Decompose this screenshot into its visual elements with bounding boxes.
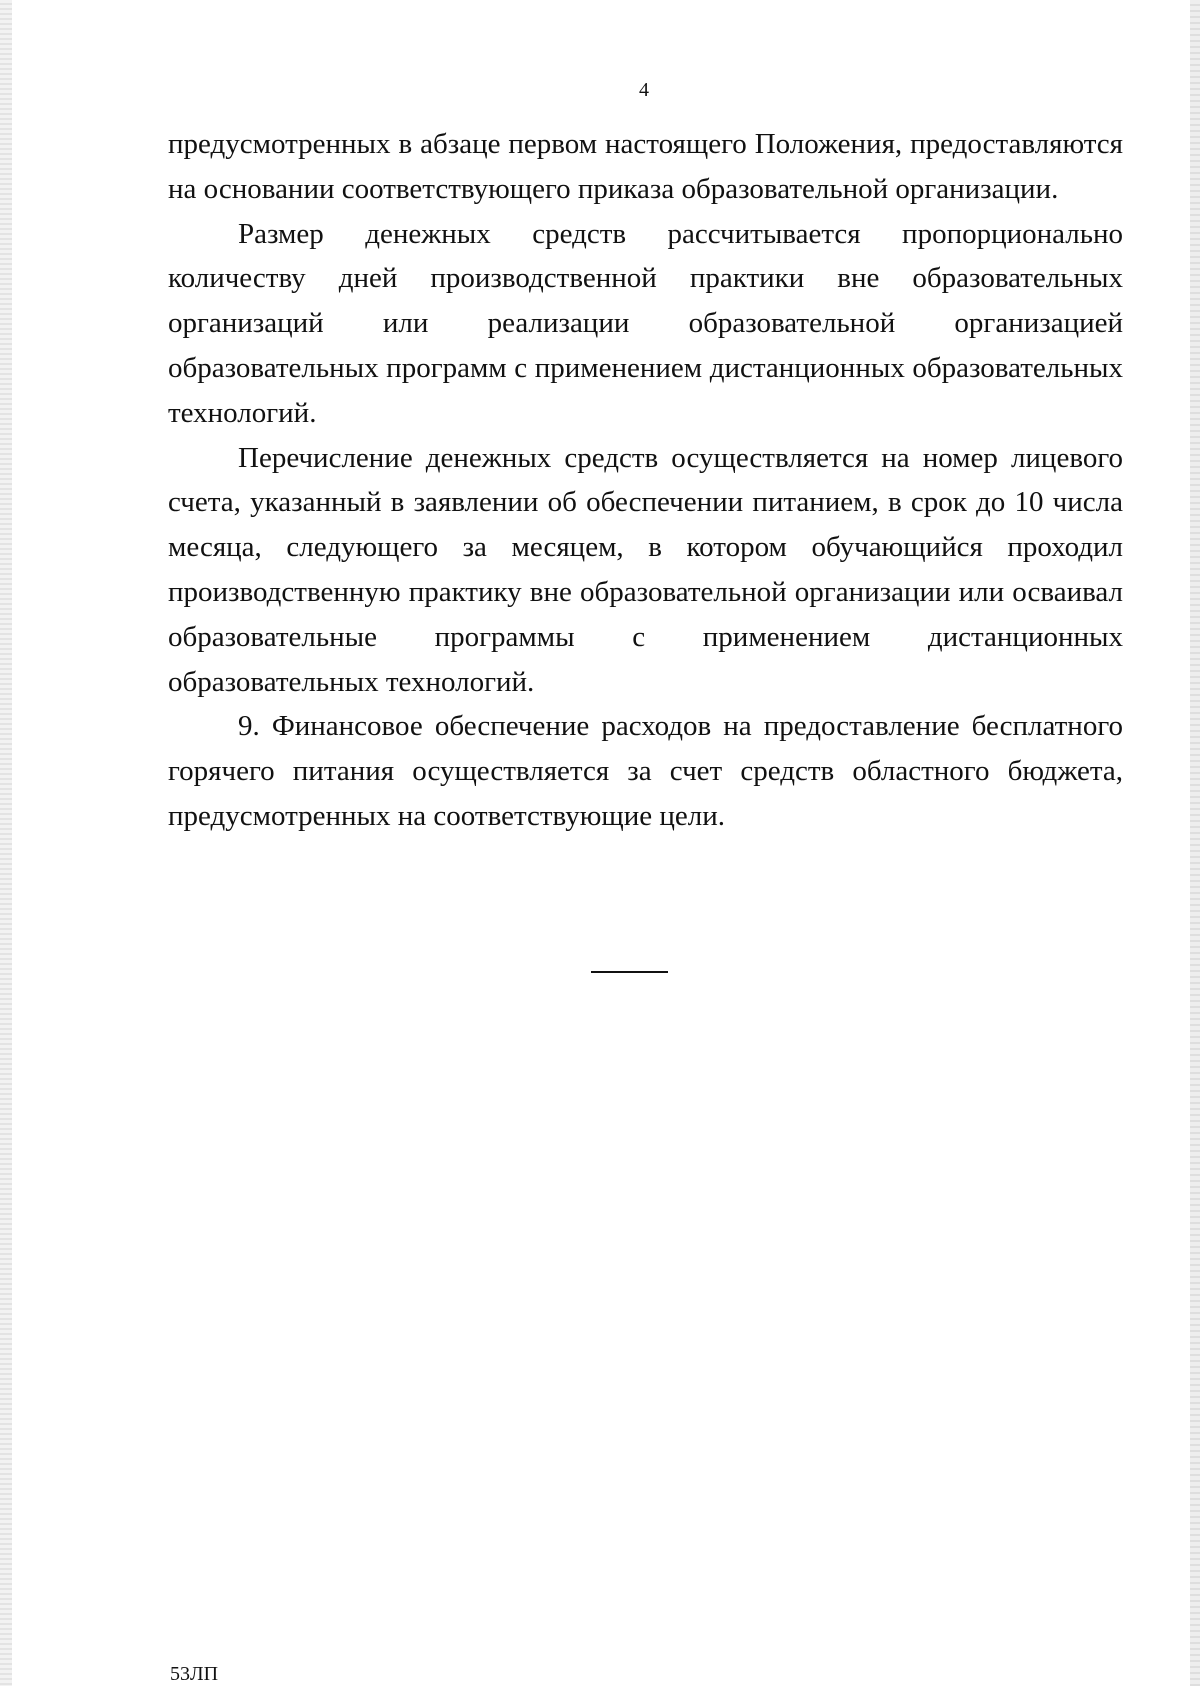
scan-edge-right [1190, 0, 1200, 1686]
footer-document-code: 53ЛП [170, 1663, 219, 1685]
scan-edge-left [0, 0, 12, 1686]
document-body [168, 122, 1123, 839]
paragraph-item-9-financing: 9. Финансовое обеспечение расходов на предоставление бесплатного горячего питания осуществляется за счет средств областного бюджета, предусмотренных на соответствующие цели. [168, 710, 1123, 832]
page-number: 4 [639, 79, 649, 101]
paragraph-continuation: предусмотренных в абзаце первом настоящего Положения, предоставляются на основании соответствующего приказа образовательной организации. [168, 128, 1123, 205]
end-of-document-divider [591, 971, 668, 973]
paragraph-funds-transfer: Перечисление денежных средств осуществляется на номер лицевого счета, указанный в заявлении об обеспечении питанием, в срок до 10 числа месяца, следующего за месяцем, в котором обучающийся проходил производственную практику вне образовательной организации или осваивал образовательные программы с применением дистанционных образовательных технологий. [168, 441, 1123, 698]
paragraph-amount-calculation: Размер денежных средств рассчитывается пропорционально количеству дней производственной практики вне образовательных организаций или реализации образовательной организацией образовательных программ с применением дистанционных образовательных технологий. [168, 217, 1123, 429]
